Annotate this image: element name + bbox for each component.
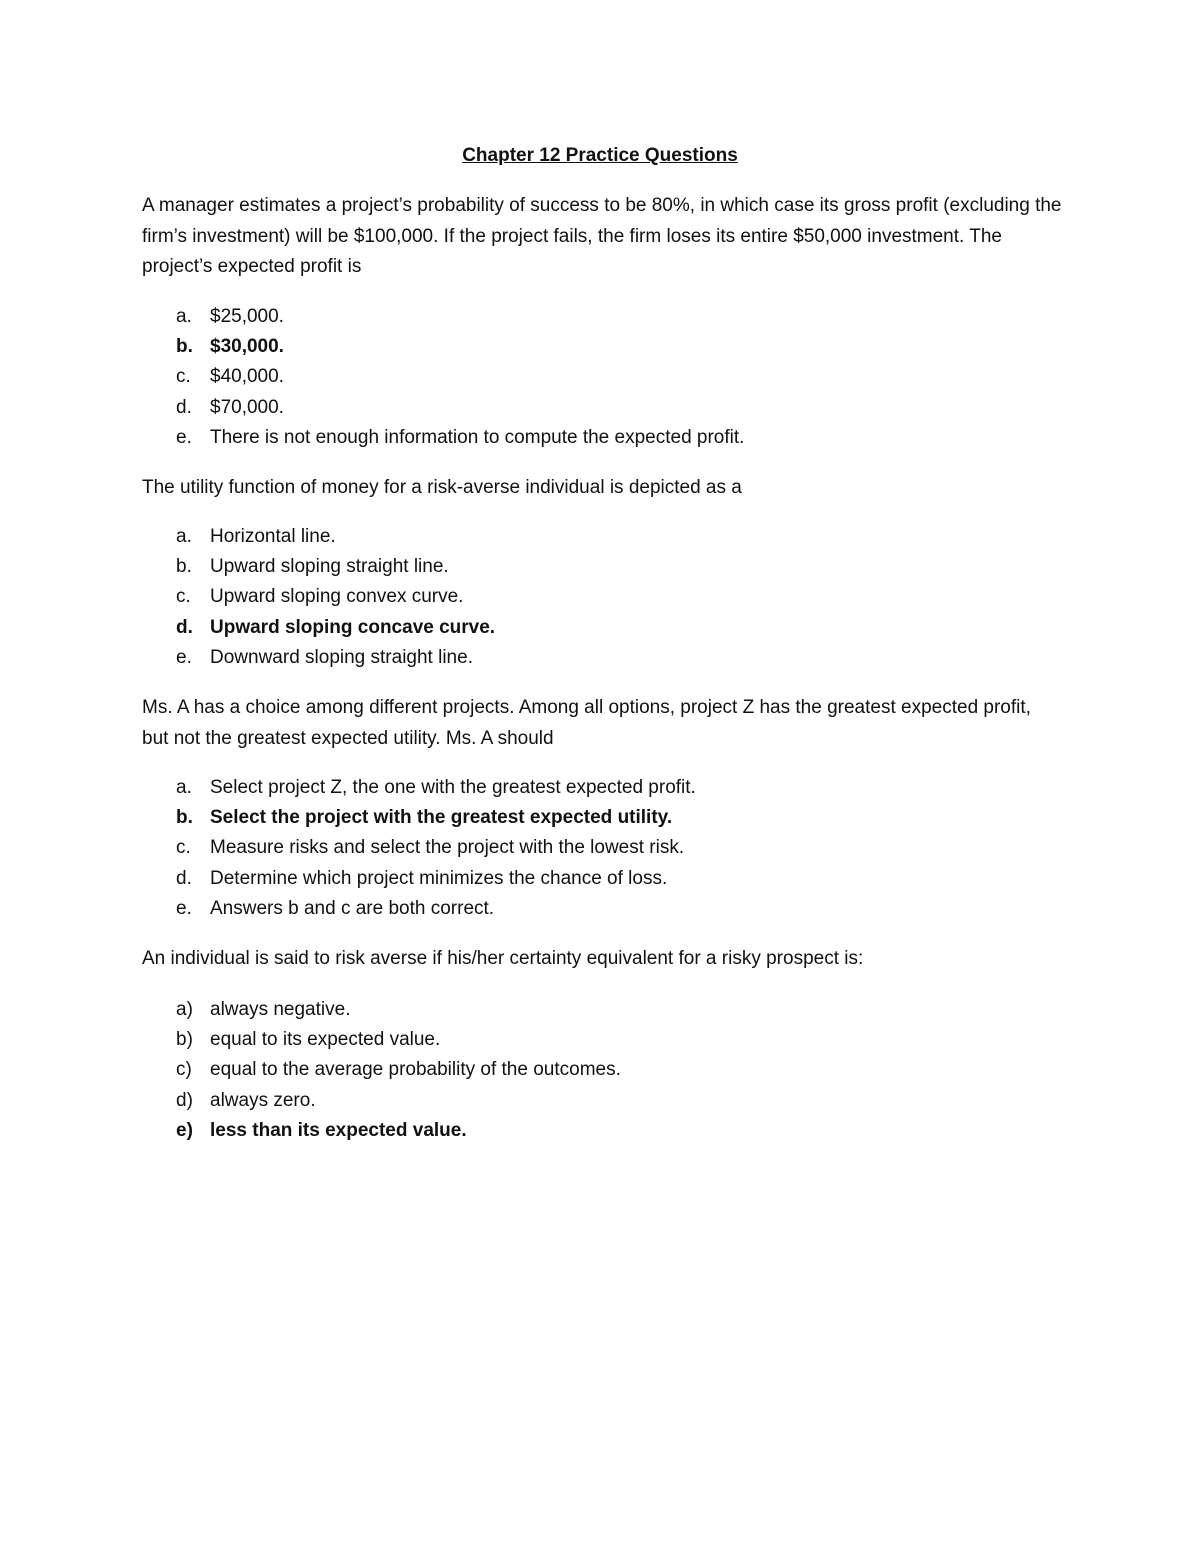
option-letter: e. — [176, 646, 192, 668]
question-1-text: A manager estimates a project’s probability of success to be 80%, in which case its gross profit (excluding the firm’s investment) will be $100,000. If the project fails, the firm loses its entire $50,000 investment. The project’s expected profit is — [142, 195, 1062, 277]
option-text: Measure risks and select the project with the lowest risk. — [210, 837, 685, 859]
option-item — [142, 864, 1042, 894]
option-letter: a. — [176, 777, 192, 798]
question-3-options — [142, 773, 1042, 924]
option-item-correct — [142, 332, 1042, 362]
option-item — [142, 894, 1042, 924]
option-letter: b. — [176, 336, 193, 358]
option-letter: d) — [176, 1089, 193, 1111]
option-item — [142, 1055, 1042, 1085]
option-text: Answers b and c are both correct. — [210, 897, 495, 919]
option-item-correct — [142, 803, 1042, 833]
option-item — [142, 833, 1042, 863]
option-item — [142, 362, 1042, 392]
option-item — [142, 302, 1042, 332]
option-text: $30,000. — [210, 336, 284, 358]
option-text: always negative. — [210, 999, 351, 1020]
option-text: $70,000. — [210, 396, 284, 418]
option-item — [142, 423, 1042, 453]
question-4-text: An individual is said to risk averse if his/her certainty equivalent for a risky prospect is: — [142, 948, 864, 969]
option-text: Select project Z, the one with the greatest expected profit. — [210, 777, 696, 798]
page-title: Chapter 12 Practice Questions — [462, 145, 738, 166]
option-item — [142, 393, 1042, 423]
option-letter: b) — [176, 1029, 193, 1051]
option-text: Determine which project minimizes the chance of loss. — [210, 867, 668, 889]
option-text: equal to its expected value. — [210, 1029, 441, 1051]
option-letter: e. — [176, 897, 192, 919]
option-item-correct — [142, 613, 1042, 643]
option-letter: d. — [176, 616, 193, 638]
option-item — [142, 522, 1042, 552]
option-item — [142, 1086, 1042, 1116]
option-letter: a) — [176, 999, 193, 1020]
question-1-options — [142, 302, 1042, 453]
option-text: Downward sloping straight line. — [210, 646, 473, 668]
option-letter: c. — [176, 837, 191, 859]
option-letter: c. — [176, 366, 191, 388]
question-2-options — [142, 522, 1042, 673]
question-4-options — [142, 995, 1042, 1146]
option-letter: a. — [176, 306, 192, 327]
option-text: Upward sloping straight line. — [210, 556, 449, 578]
option-item — [142, 643, 1042, 673]
option-text: Horizontal line. — [210, 526, 336, 547]
option-text: $40,000. — [210, 366, 284, 388]
option-letter: c. — [176, 586, 191, 608]
option-letter: b. — [176, 556, 192, 578]
option-letter: b. — [176, 807, 193, 829]
option-text: There is not enough information to compute the expected profit. — [210, 426, 745, 448]
option-letter: d. — [176, 867, 192, 889]
option-text: $25,000. — [210, 306, 284, 327]
option-item — [142, 1025, 1042, 1055]
option-item — [142, 582, 1042, 612]
option-text: equal to the average probability of the outcomes. — [210, 1059, 621, 1081]
option-text: Select the project with the greatest expected utility. — [210, 807, 673, 829]
option-item — [142, 552, 1042, 582]
option-item — [142, 773, 1042, 803]
option-letter: c) — [176, 1059, 192, 1081]
option-letter: e) — [176, 1119, 193, 1141]
option-letter: a. — [176, 526, 192, 547]
option-text: Upward sloping concave curve. — [210, 616, 496, 638]
option-letter: d. — [176, 396, 192, 418]
option-text: always zero. — [210, 1089, 316, 1111]
option-text: less than its expected value. — [210, 1119, 467, 1141]
option-letter: e. — [176, 426, 192, 448]
option-item — [142, 995, 1042, 1025]
question-2-text: The utility function of money for a risk-averse individual is depicted as a — [142, 477, 742, 498]
question-3-text: Ms. A has a choice among different projects. Among all options, project Z has the greatest expected profit, but not the greatest expected utility. Ms. A should — [142, 697, 1031, 749]
option-item-correct — [142, 1116, 1042, 1146]
option-text: Upward sloping convex curve. — [210, 586, 464, 608]
